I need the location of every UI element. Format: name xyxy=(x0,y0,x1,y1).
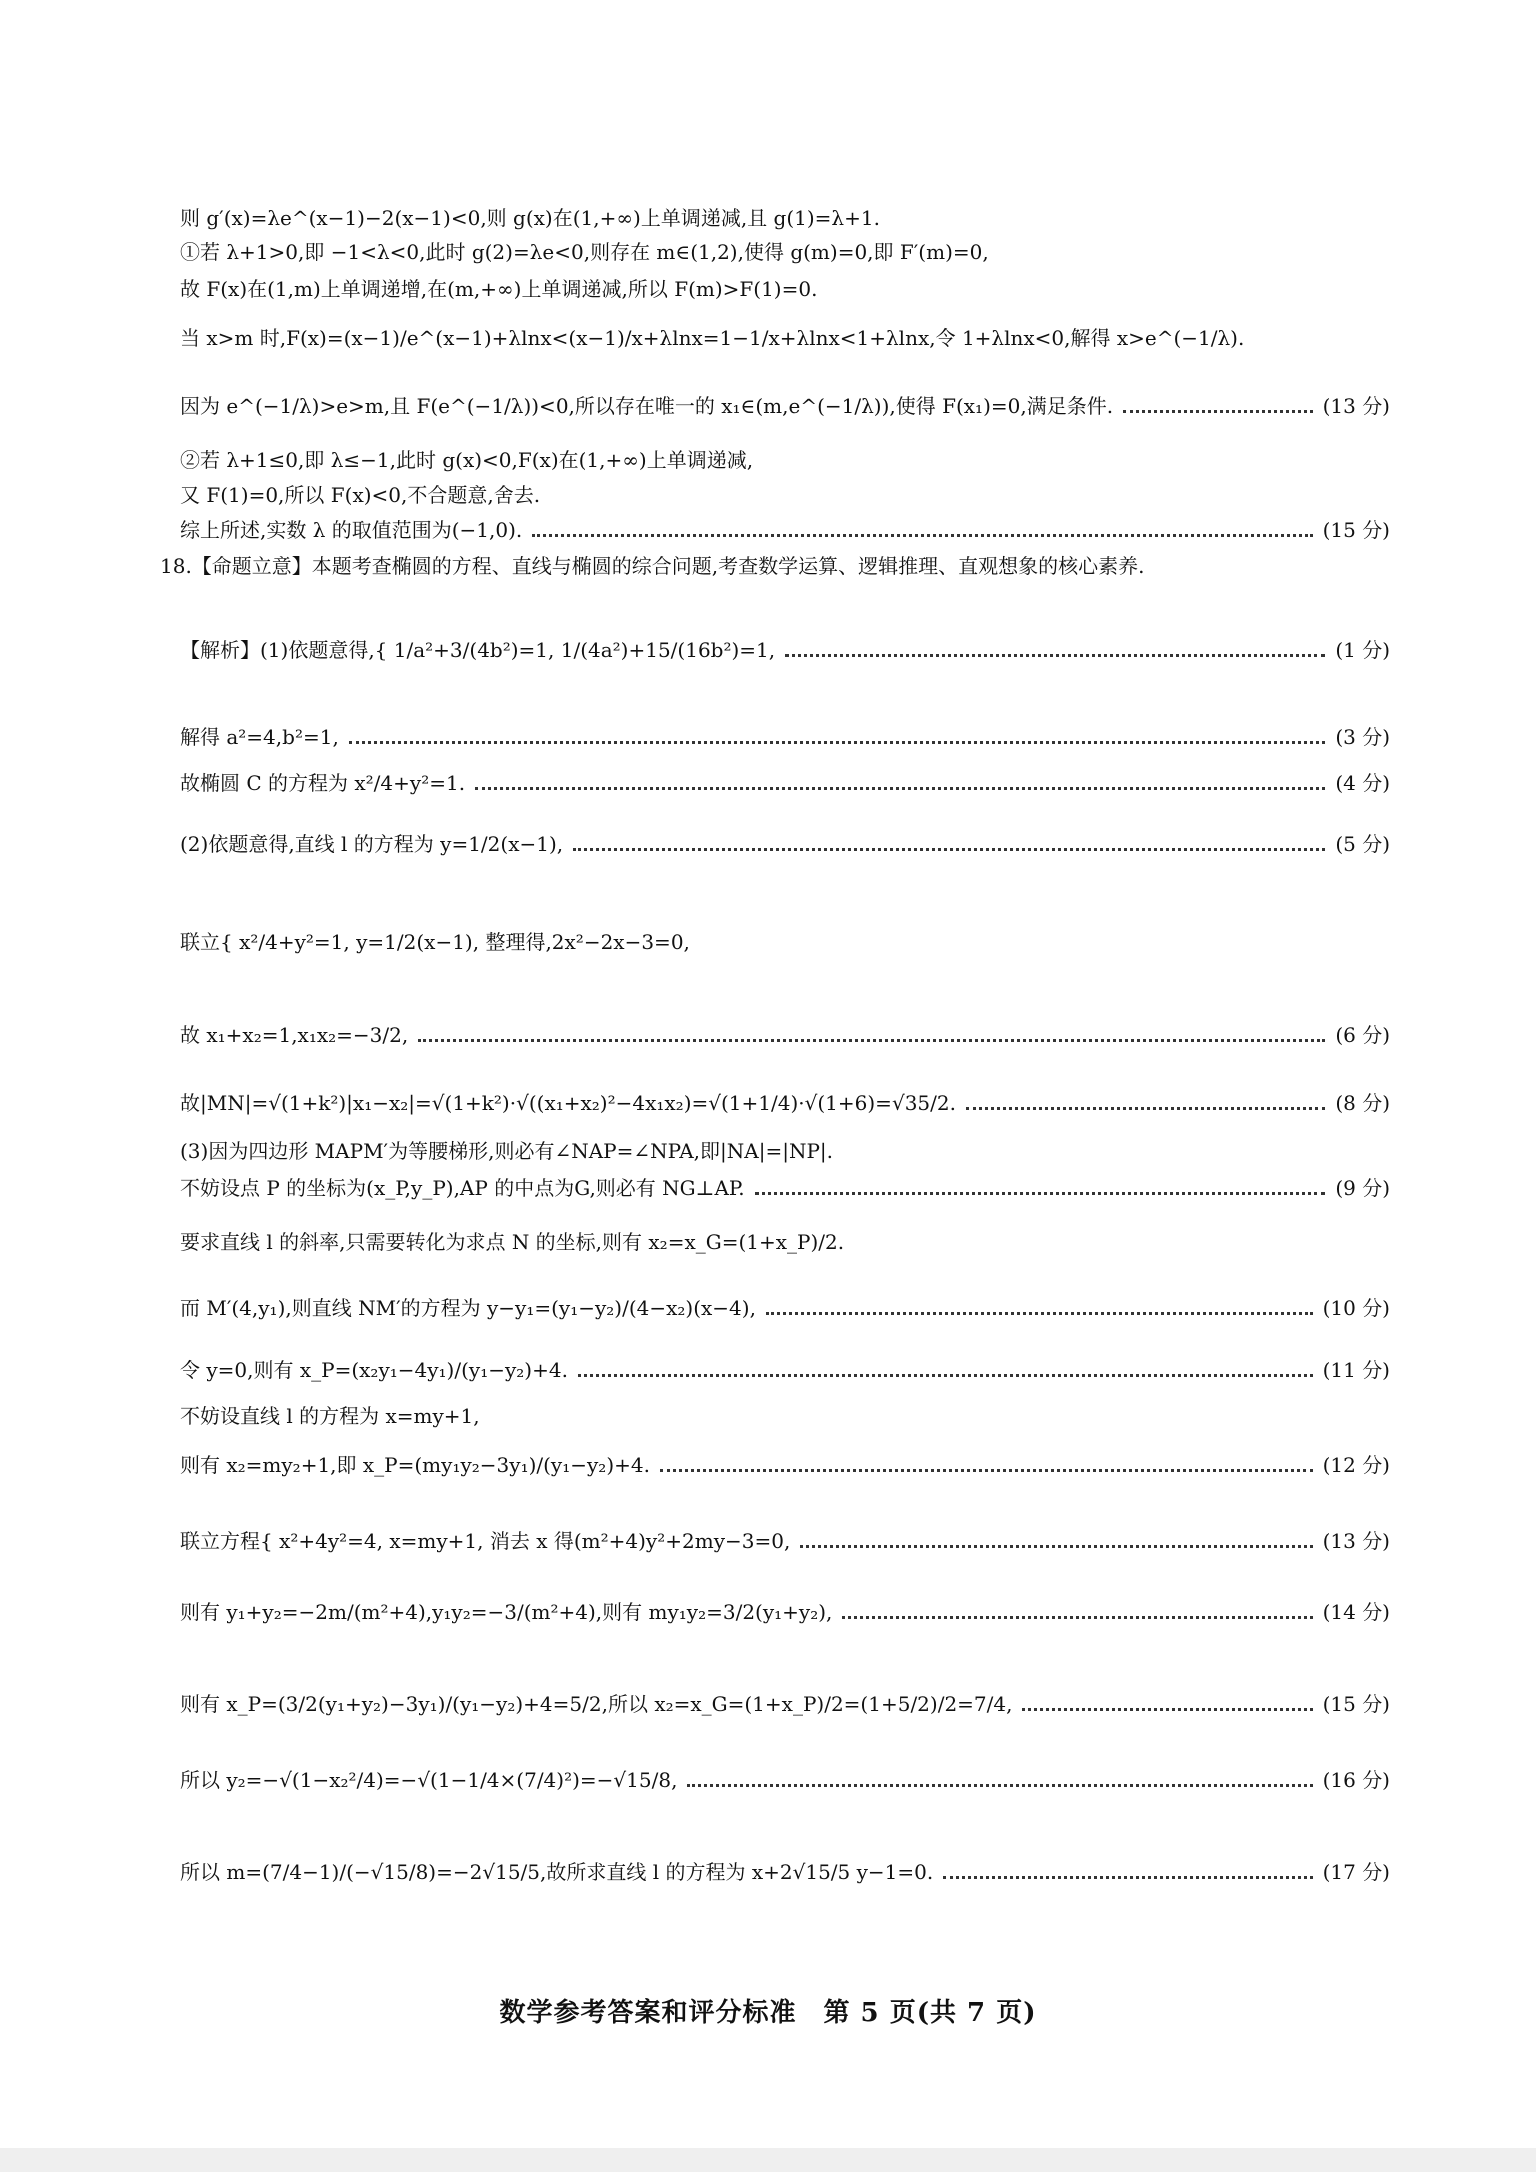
line-text: 故 x₁+x₂=1,x₁x₂=−3/2, xyxy=(180,1023,409,1047)
score-label: (9 分) xyxy=(1335,1176,1390,1200)
line-19 xyxy=(180,1228,1390,1256)
line-25 xyxy=(180,1598,1390,1626)
line-2 xyxy=(180,238,1390,266)
line-5 xyxy=(180,392,1390,420)
page-footer: 数学参考答案和评分标准 第 5 页(共 7 页) xyxy=(499,1998,1037,2028)
leader-dots xyxy=(842,1614,1312,1619)
line-16 xyxy=(180,1089,1390,1117)
line-text: 令 y=0,则有 x_P=(x₂y₁−4y₁)/(y₁−y₂)+4. xyxy=(180,1358,568,1382)
line-9 xyxy=(160,552,1370,580)
line-17 xyxy=(180,1137,1390,1165)
line-8 xyxy=(180,516,1390,544)
line-4 xyxy=(180,324,1390,352)
line-14 xyxy=(180,928,1390,956)
line-text: 则 g′(x)=λe^(x−1)−2(x−1)<0,则 g(x)在(1,+∞)上单调递减,且 g(1)=λ+1. xyxy=(180,206,880,230)
line-text: 故椭圆 C 的方程为 x²/4+y²=1. xyxy=(180,771,466,795)
score-label: (13 分) xyxy=(1322,1529,1390,1553)
leader-dots xyxy=(766,1310,1313,1315)
line-22 xyxy=(180,1402,1390,1430)
score-label: (3 分) xyxy=(1335,725,1390,749)
score-label: (15 分) xyxy=(1322,518,1390,542)
leader-dots xyxy=(785,652,1325,657)
line-13 xyxy=(180,830,1390,858)
line-7 xyxy=(180,481,1390,509)
line-text: 而 M′(4,y₁),则直线 NM′的方程为 y−y₁=(y₁−y₂)/(4−x₂)(x−4), xyxy=(180,1296,756,1320)
leader-dots xyxy=(800,1543,1312,1548)
line-20 xyxy=(180,1294,1390,1322)
leader-dots xyxy=(578,1372,1313,1377)
leader-dots xyxy=(573,846,1325,851)
leader-dots xyxy=(966,1105,1325,1110)
score-label: (11 分) xyxy=(1322,1358,1390,1382)
score-label: (10 分) xyxy=(1322,1296,1390,1320)
line-6 xyxy=(180,446,1390,474)
leader-dots xyxy=(349,739,1326,744)
line-text: 故|MN|=√(1+k²)|x₁−x₂|=√(1+k²)·√((x₁+x₂)²−4x₁x₂)=√(1+1/4)·√(1+6)=√35/2. xyxy=(180,1091,956,1115)
score-label: (13 分) xyxy=(1322,394,1390,418)
line-text: 不妨设点 P 的坐标为(x_P,y_P),AP 的中点为G,则必有 NG⊥AP. xyxy=(180,1176,745,1200)
line-12 xyxy=(180,769,1390,797)
score-label: (16 分) xyxy=(1322,1768,1390,1792)
score-label: (1 分) xyxy=(1335,638,1390,662)
line-text: 联立方程{ x²+4y²=4, x=my+1, 消去 x 得(m²+4)y²+2my−3=0, xyxy=(180,1529,791,1553)
score-label: (8 分) xyxy=(1335,1091,1390,1115)
line-21 xyxy=(180,1356,1390,1384)
score-label: (12 分) xyxy=(1322,1453,1390,1477)
line-text: 又 F(1)=0,所以 F(x)<0,不合题意,舍去. xyxy=(180,483,541,507)
line-text: 当 x>m 时,F(x)=(x−1)/e^(x−1)+λlnx<(x−1)/x+λlnx=1−1/x+λlnx<1+λlnx,令 1+λlnx<0,解得 x>e^(−1/λ). xyxy=(180,326,1245,350)
line-text: ①若 λ+1>0,即 −1<λ<0,此时 g(2)=λe<0,则存在 m∈(1,2),使得 g(m)=0,即 F′(m)=0, xyxy=(180,240,989,264)
leader-dots xyxy=(755,1190,1326,1195)
line-text: (2)依题意得,直线 l 的方程为 y=1/2(x−1), xyxy=(180,832,564,856)
line-text: 所以 y₂=−√(1−x₂²/4)=−√(1−1/4×(7/4)²)=−√15/8, xyxy=(180,1768,678,1792)
line-24 xyxy=(180,1527,1390,1555)
leader-dots xyxy=(660,1467,1313,1472)
line-text: 联立{ x²/4+y²=1, y=1/2(x−1), 整理得,2x²−2x−3=0, xyxy=(180,930,690,954)
line-text: 18.【命题立意】本题考查椭圆的方程、直线与椭圆的综合问题,考查数学运算、逻辑推理、直观想象的核心素养. xyxy=(160,554,1145,578)
line-text: 解得 a²=4,b²=1, xyxy=(180,725,339,749)
score-label: (4 分) xyxy=(1335,771,1390,795)
line-23 xyxy=(180,1451,1390,1479)
leader-dots xyxy=(1022,1706,1312,1711)
leader-dots xyxy=(532,532,1312,537)
line-text: 不妨设直线 l 的方程为 x=my+1, xyxy=(180,1404,480,1428)
score-label: (15 分) xyxy=(1322,1692,1390,1716)
line-3 xyxy=(180,275,1390,303)
leader-dots xyxy=(475,785,1325,790)
line-15 xyxy=(180,1021,1390,1049)
line-text: 则有 x_P=(3/2(y₁+y₂)−3y₁)/(y₁−y₂)+4=5/2,所以 x₂=x_G=(1+x_P)/2=(1+5/2)/2=7/4, xyxy=(180,1692,1013,1716)
line-text: 【解析】(1)依题意得,{ 1/a²+3/(4b²)=1, 1/(4a²)+15/(16b²)=1, xyxy=(180,638,776,662)
leader-dots xyxy=(687,1782,1312,1787)
line-text: 综上所述,实数 λ 的取值范围为(−1,0). xyxy=(180,518,523,542)
line-text: 要求直线 l 的斜率,只需要转化为求点 N 的坐标,则有 x₂=x_G=(1+x_P)/2. xyxy=(180,1230,845,1254)
line-18 xyxy=(180,1174,1390,1202)
line-10 xyxy=(180,636,1390,664)
line-text: (3)因为四边形 MAPM′为等腰梯形,则必有∠NAP=∠NPA,即|NA|=|NP|. xyxy=(180,1139,834,1163)
score-label: (6 分) xyxy=(1335,1023,1390,1047)
leader-dots xyxy=(943,1874,1312,1879)
line-27 xyxy=(180,1766,1390,1794)
score-label: (17 分) xyxy=(1322,1860,1390,1884)
leader-dots xyxy=(418,1037,1325,1042)
line-text: 因为 e^(−1/λ)>e>m,且 F(e^(−1/λ))<0,所以存在唯一的 x₁∈(m,e^(−1/λ)),使得 F(x₁)=0,满足条件. xyxy=(180,394,1114,418)
line-text: 则有 x₂=my₂+1,即 x_P=(my₁y₂−3y₁)/(y₁−y₂)+4. xyxy=(180,1453,650,1477)
line-28 xyxy=(180,1858,1390,1886)
line-text: ②若 λ+1≤0,即 λ≤−1,此时 g(x)<0,F(x)在(1,+∞)上单调递减, xyxy=(180,448,754,472)
scan-edge xyxy=(0,2148,1536,2172)
line-26 xyxy=(180,1690,1390,1718)
line-text: 则有 y₁+y₂=−2m/(m²+4),y₁y₂=−3/(m²+4),则有 my₁y₂=3/2(y₁+y₂), xyxy=(180,1600,833,1624)
line-1 xyxy=(180,204,1390,232)
line-text: 所以 m=(7/4−1)/(−√15/8)=−2√15/5,故所求直线 l 的方程为 x+2√15/5 y−1=0. xyxy=(180,1860,934,1884)
score-label: (5 分) xyxy=(1335,832,1390,856)
line-text: 故 F(x)在(1,m)上单调递增,在(m,+∞)上单调递减,所以 F(m)>F(1)=0. xyxy=(180,277,818,301)
leader-dots xyxy=(1123,408,1313,413)
line-11 xyxy=(180,723,1390,751)
score-label: (14 分) xyxy=(1322,1600,1390,1624)
